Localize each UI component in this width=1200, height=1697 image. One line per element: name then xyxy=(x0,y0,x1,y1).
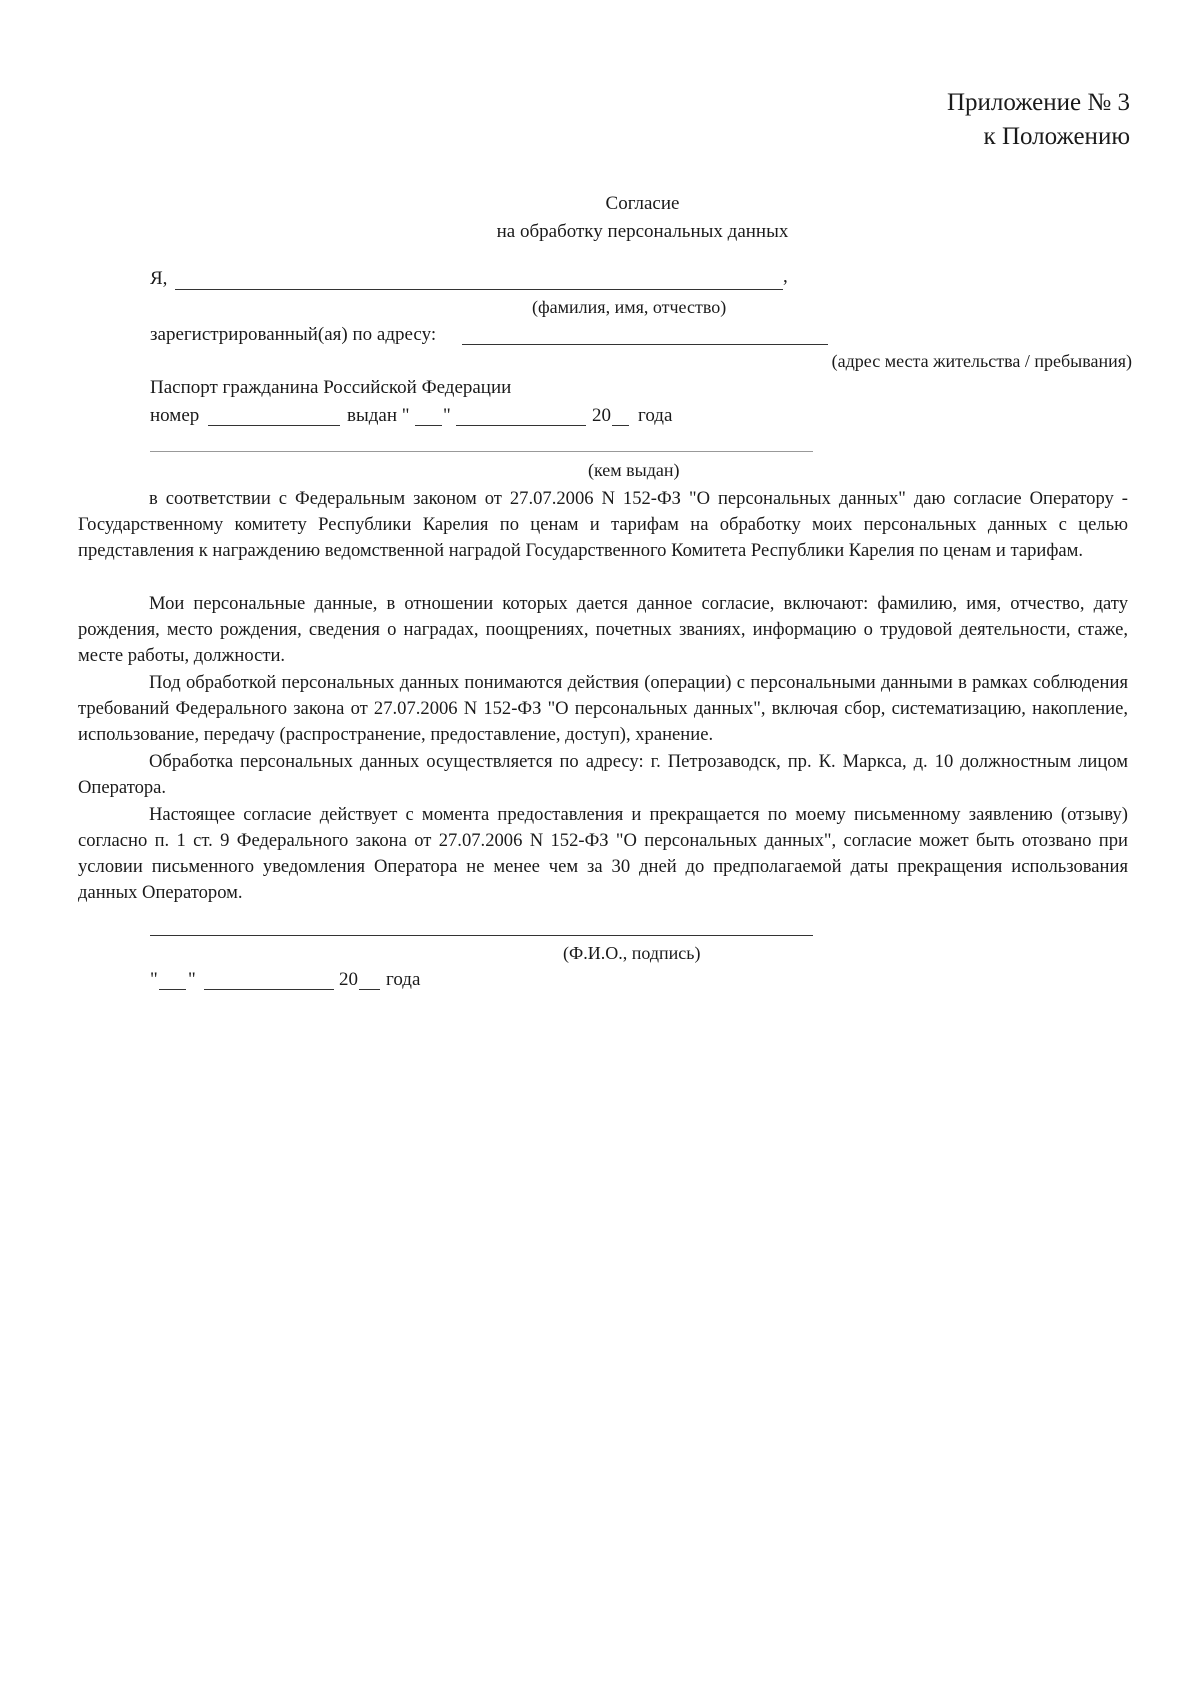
address-blank[interactable] xyxy=(462,344,828,345)
issue-day-blank[interactable] xyxy=(415,425,442,426)
signature-hint: (Ф.И.О., подпись) xyxy=(563,943,701,963)
fio-blank[interactable] xyxy=(175,289,783,290)
registered-label: зарегистрированный(ая) по адресу: xyxy=(150,324,437,345)
fio-comma: , xyxy=(783,266,788,287)
fio-hint: (фамилия, имя, отчество) xyxy=(532,297,727,317)
passport-number-blank[interactable] xyxy=(208,425,340,426)
address-hint: (адрес места жительства / пребывания) xyxy=(831,351,1132,371)
issued-label: выдан " xyxy=(347,405,410,426)
document-title: Согласие xyxy=(605,193,680,214)
issuer-blank[interactable] xyxy=(150,451,813,452)
sign-day-blank[interactable] xyxy=(159,989,186,990)
sign-day-close-quote: " xyxy=(188,969,196,990)
i-label: Я, xyxy=(150,268,168,289)
paragraph-data-list: Мои персональные данные, в отношении которых дается данное согласие, включают: фамилию, имя, отчество, дату рождения, место рождения, сведения о наградах, поощрениях, почетных званиях, информацию о трудовой деятельности, стаже, месте работы, должности. xyxy=(78,593,1128,666)
issue-year-prefix: 20 xyxy=(592,405,611,426)
paragraph-address: Обработка персональных данных осуществляется по адресу: г. Петрозаводск, пр. К. Маркса, д. 10 должностным лицом Оператора. xyxy=(78,751,1128,798)
issue-day-quote: " xyxy=(443,405,451,426)
sign-year-blank[interactable] xyxy=(359,989,380,990)
appendix-number: Приложение № 3 xyxy=(946,89,1130,116)
signature-blank[interactable] xyxy=(150,935,813,936)
paragraph-validity: Настоящее согласие действует с момента предоставления и прекращается по моему письменному заявлению (отзыву) согласно п. 1 ст. 9 Федерального закона от 27.07.2006 N 152-ФЗ "О персональных данных", согласие может быть отозвано при условии письменного уведомления Оператора не менее чем за 30 дней до предполагаемой даты прекращения использования данных Оператором. xyxy=(78,804,1128,903)
issue-month-blank[interactable] xyxy=(456,425,586,426)
document-subtitle: на обработку персональных данных xyxy=(496,221,789,242)
number-label: номер xyxy=(150,405,200,426)
issuer-hint: (кем выдан) xyxy=(588,460,680,480)
sign-month-blank[interactable] xyxy=(204,989,334,990)
sign-year-suffix: года xyxy=(386,969,421,990)
sign-year-prefix: 20 xyxy=(339,969,358,990)
appendix-reference: к Положению xyxy=(983,123,1130,150)
issue-year-blank[interactable] xyxy=(612,425,629,426)
paragraph-processing: Под обработкой персональных данных понимаются действия (операции) с персональными данными в рамках соблюдения требований Федерального закона от 27.07.2006 N 152-ФЗ "О персональных данных", включая сбор, систематизацию, накопление, использование, передачу (распространение, предоставление, доступ), хранение. xyxy=(78,672,1128,745)
passport-label: Паспорт гражданина Российской Федерации xyxy=(150,377,512,398)
sign-day-open-quote: " xyxy=(150,969,158,990)
issue-year-suffix: года xyxy=(638,405,673,426)
paragraph-consent: в соответствии с Федеральным законом от 27.07.2006 N 152-ФЗ "О персональных данных" даю согласие Оператору - Государственному комитету Республики Карелия по ценам и тарифам на обработку моих персональных данных с целью представления к награждению ведомственной наградой Государственного Комитета Республики Карелия по ценам и тарифам. xyxy=(78,488,1128,561)
